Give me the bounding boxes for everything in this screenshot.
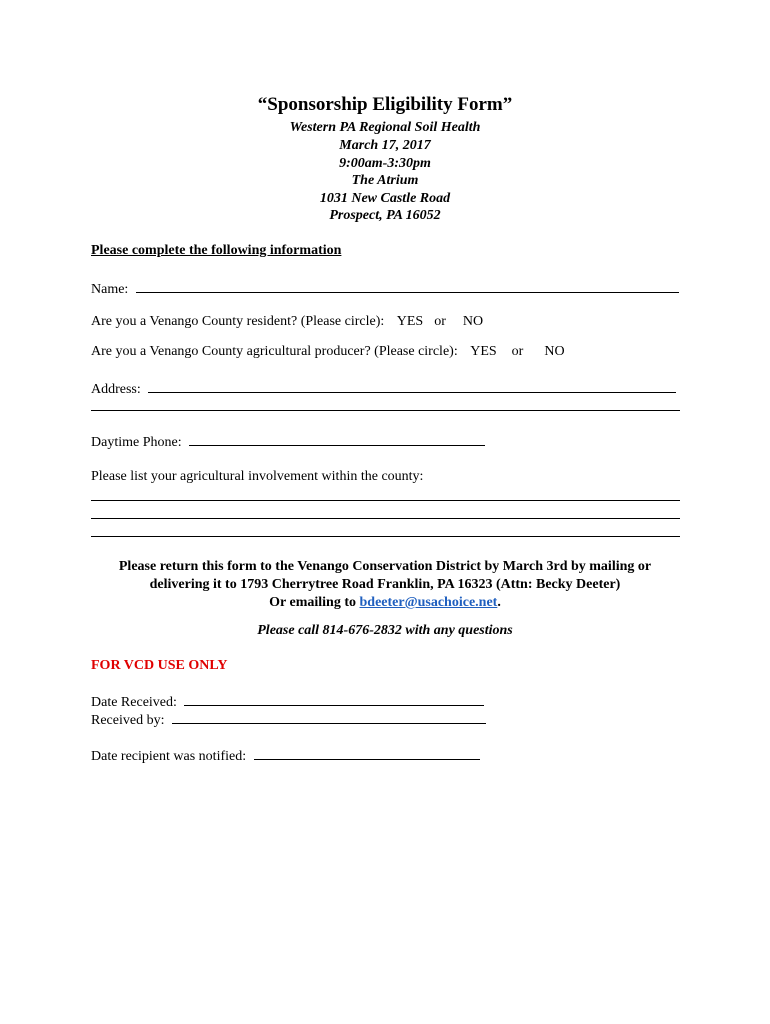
event-name: Western PA Regional Soil Health — [289, 120, 481, 135]
event-city: Prospect, PA 16052 — [329, 208, 441, 223]
producer-yes-option[interactable]: YES — [470, 344, 497, 359]
date-received-row — [91, 693, 484, 711]
producer-or-text: or — [511, 344, 524, 359]
involvement-field-line-2[interactable] — [91, 518, 680, 519]
involvement-field-line-3[interactable] — [91, 536, 680, 537]
event-venue: The Atrium — [351, 173, 419, 188]
email-link[interactable]: bdeeter@usachoice.net — [359, 595, 498, 610]
address-row — [91, 380, 676, 398]
return-instructions-line-2: delivering it to 1793 Cherrytree Road Franklin, PA 16323 (Attn: Becky Deeter) — [149, 577, 621, 592]
name-field[interactable] — [136, 280, 679, 293]
phone-row — [91, 433, 485, 451]
date-received-label: Date Received: — [91, 695, 177, 710]
date-received-field[interactable] — [184, 693, 484, 706]
event-time: 9:00am-3:30pm — [339, 156, 431, 171]
form-title: “Sponsorship Eligibility Form” — [257, 94, 513, 115]
return-instructions-line-3 — [0, 594, 770, 612]
resident-question-row — [91, 314, 483, 330]
call-instructions: Please call 814-676-2832 with any questions — [257, 623, 513, 638]
resident-or-text: or — [434, 314, 446, 329]
involvement-label: Please list your agricultural involvement within the county: — [91, 469, 424, 484]
form-instructions: Please complete the following information — [91, 243, 342, 258]
resident-question: Are you a Venango County resident? (Please circle): — [91, 314, 385, 329]
received-by-label: Received by: — [91, 713, 165, 728]
return-instructions-line-1: Please return this form to the Venango Conservation District by March 3rd by mailing or — [118, 559, 652, 574]
received-by-row — [91, 711, 486, 729]
office-use-heading: FOR VCD USE ONLY — [91, 658, 228, 673]
date-notified-row — [91, 747, 480, 765]
date-notified-label: Date recipient was notified: — [91, 749, 247, 764]
email-prefix: Or emailing to — [269, 595, 360, 610]
involvement-field-line-1[interactable] — [91, 500, 680, 501]
producer-question: Are you a Venango County agricultural producer? (Please circle): — [91, 344, 458, 359]
resident-no-option[interactable]: NO — [462, 314, 484, 329]
producer-no-option[interactable]: NO — [544, 344, 565, 359]
event-date: March 17, 2017 — [339, 138, 431, 153]
phone-field[interactable] — [189, 433, 485, 446]
event-street: 1031 New Castle Road — [319, 191, 451, 206]
date-notified-field[interactable] — [254, 747, 480, 760]
address-field-line-2[interactable] — [91, 410, 680, 411]
name-row — [91, 280, 679, 298]
name-label: Name: — [91, 282, 129, 297]
received-by-field[interactable] — [172, 711, 486, 724]
phone-label: Daytime Phone: — [91, 435, 182, 450]
email-suffix: . — [497, 595, 501, 610]
address-field-line-1[interactable] — [148, 380, 676, 393]
producer-question-row — [91, 344, 565, 360]
address-label: Address: — [91, 382, 141, 397]
resident-yes-option[interactable]: YES — [396, 314, 424, 329]
